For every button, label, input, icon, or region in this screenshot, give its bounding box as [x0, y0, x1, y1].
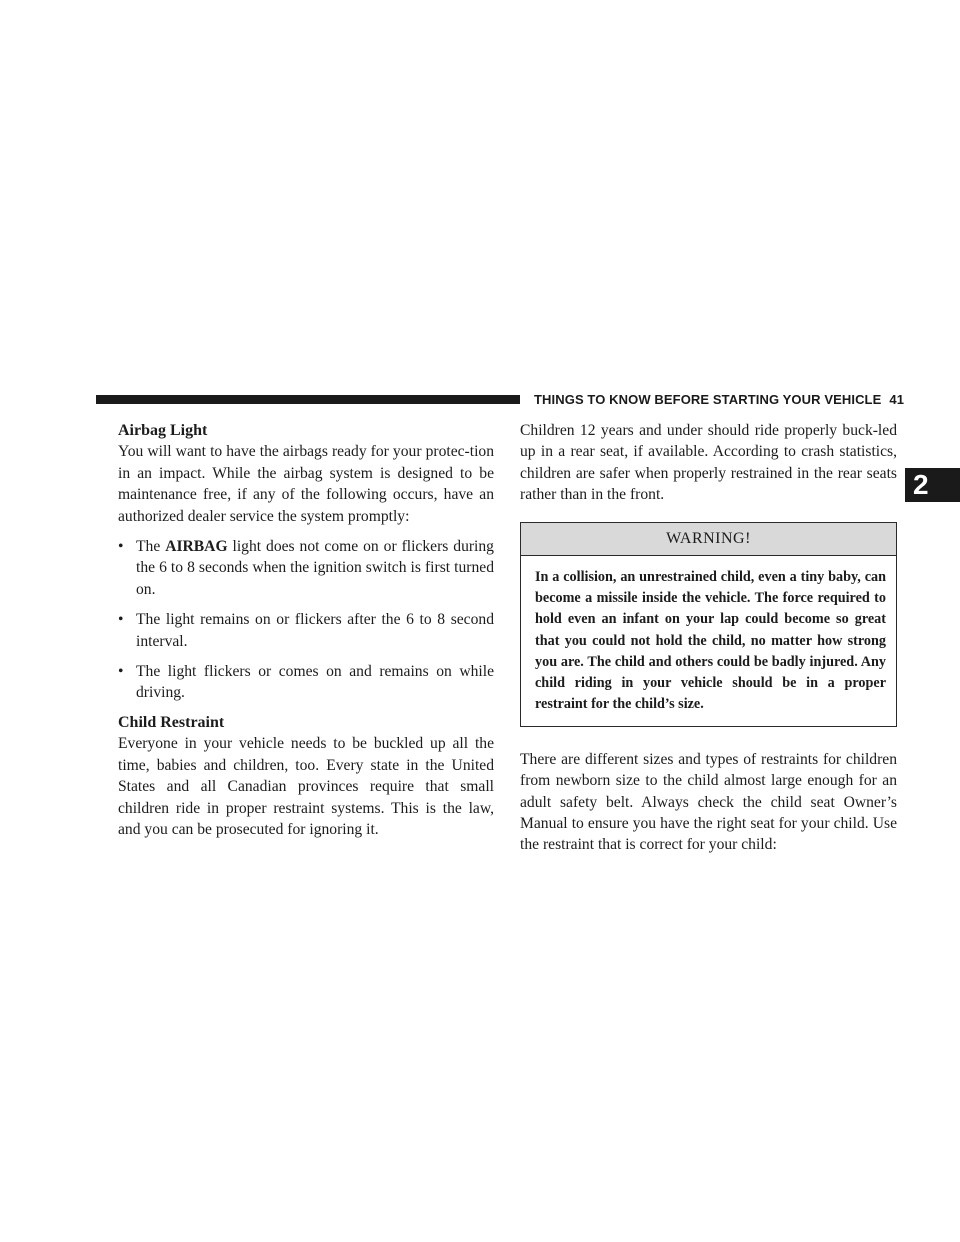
restraint-sizes-para: There are different sizes and types of restraints for children from newborn size to the child almost large enough for an adult safety belt. Always check the child seat Owner’s Manual to ensure you have the right seat for your child. Use the restraint that is correct for your child: — [520, 750, 897, 854]
list-item: • The AIRBAG light does not come on or flickers during the 6 to 8 seconds when the ignition switch is first turned on. — [118, 538, 494, 598]
left-column — [118, 420, 494, 840]
list-item: • The light remains on or flickers after the 6 to 8 second interval. — [118, 611, 494, 650]
warning-title: WARNING! — [521, 523, 896, 556]
child-restraint-para: Everyone in your vehicle needs to be buckled up all the time, babies and children, too. Every state in the United States and all Canadian provinces require that small children ride in proper restraint systems. This is the law, and you can be prosecuted for ignoring it. — [118, 735, 494, 838]
warning-box — [520, 522, 897, 727]
child-restraint-heading: Child Restraint — [118, 713, 225, 731]
airbag-term: AIRBAG — [165, 538, 228, 556]
bullet-icon: • — [118, 611, 124, 629]
chapter-tab: 2 — [905, 468, 960, 502]
list-item: • The light flickers or comes on and remains on while driving. — [118, 663, 494, 702]
page-number: 41 — [889, 392, 905, 407]
bullet-icon: • — [118, 538, 124, 556]
airbag-light-heading: Airbag Light — [118, 422, 208, 439]
warning-text: In a collision, an unrestrained child, even a tiny baby, can become a missile inside the vehicle. The force required to hold even an infant on your lap could become so great that you could not hold the child, no matter how strong you are. The child and others could be badly injured. Any child riding in your vehicle should be in a proper restraint for the child’s size. — [535, 568, 886, 713]
airbag-light-intro: You will want to have the airbags ready for your protec-tion in an impact. While the airbag system is designed to be maintenance free, if any of the following occurs, have an authorized dealer service the system promptly: — [118, 443, 494, 525]
section-title: THINGS TO KNOW BEFORE STARTING YOUR VEHICLE — [534, 392, 882, 407]
bullet-icon: • — [118, 663, 124, 681]
header-rule — [96, 395, 520, 404]
running-header — [534, 392, 904, 407]
right-column — [520, 420, 897, 856]
children-rear-seat-para: Children 12 years and under should ride properly buck-led up in a rear seat, if available. According to crash statistics, children are safer when properly restrained in the rear seats rather than in the front. — [520, 422, 897, 504]
airbag-conditions-list — [118, 536, 494, 704]
